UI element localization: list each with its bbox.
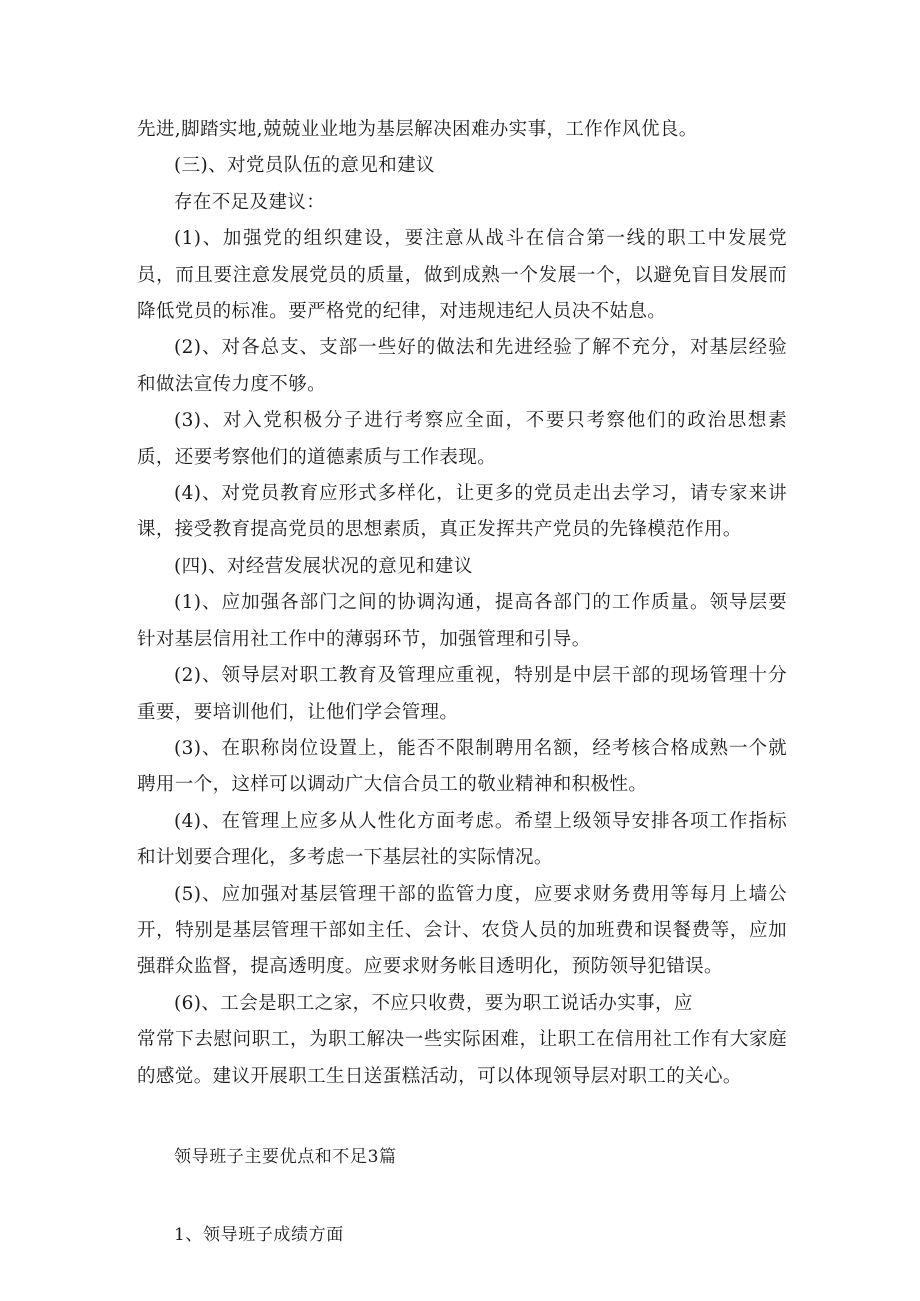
paragraph: 存在不足及建议： [174,191,326,213]
section-title: 领导班子主要优点和不足3篇 [174,1146,397,1167]
paragraph: (2)、对各总支、支部一些好的做法和先进经验了解不充分，对基层经验和做法宣传力度不够。 [137,337,787,395]
paragraph: (1)、应加强各部门之间的协调沟通，提高各部门的工作质量。领导层要针对基层信用社工作中的薄弱环节，加强管理和引导。 [137,592,787,650]
paragraph: (4)、对党员教育应形式多样化，让更多的党员走出去学习，请专家来讲课，接受教育提高党员的思想素质，真正发挥共产党员的先锋模范作用。 [137,483,787,541]
paragraph: (4)、在管理上应多从人性化方面考虑。希望上级领导安排各项工作指标和计划要合理化，多考虑一下基层社的实际情况。 [137,810,787,869]
section-heading-4: (四)、对经营发展状况的意见和建议 [174,555,473,577]
document-page [137,112,787,1253]
paragraph: 先进,脚踏实地,兢兢业业地为基层解决困难办实事，工作作风优良。 [137,119,698,140]
paragraph: (5)、应加强对基层管理干部的监管力度，应要求财务费用等每月上墙公开，特别是基层管理干部如主任、会计、农贷人员的加班费和误餐费等，应加强群众监督，提高透明度。应要求财务帐目透明化，预防领导犯错误。 [137,883,787,978]
paragraph: (3)、对入党积极分子进行考察应全面，不要只考察他们的政治思想素质，还要考察他们的道德素质与工作表现。 [137,410,787,468]
paragraph: 常常下去慰问职工，为职工解决一些实际困难，让职工在信用社工作有大家庭的感觉。建议开展职工生日送蛋糕活动，可以体现领导层对职工的关心。 [137,1029,787,1087]
paragraph: (2)、领导层对职工教育及管理应重视，特别是中层干部的现场管理十分重要，要培训他们，让他们学会管理。 [137,665,787,723]
subsection-title: 1、领导班子成绩方面 [174,1224,344,1245]
section-heading-3: (三)、对党员队伍的意见和建议 [174,155,435,177]
paragraph: (1)、加强党的组织建设，要注意从战斗在信合第一线的职工中发展党员，而且要注意发展党员的质量，做到成熟一个发展一个，以避免盲目发展而降低党员的标准。要严格党的纪律，对违规违纪人员决不姑息。 [137,228,787,323]
paragraph: (3)、在职称岗位设置上，能否不限制聘用名额，经考核合格成熟一个就聘用一个，这样可以调动广大信合员工的敬业精神和积极性。 [137,737,787,796]
paragraph: (6)、工会是职工之家，不应只收费，要为职工说话办实事，应 [174,992,693,1014]
